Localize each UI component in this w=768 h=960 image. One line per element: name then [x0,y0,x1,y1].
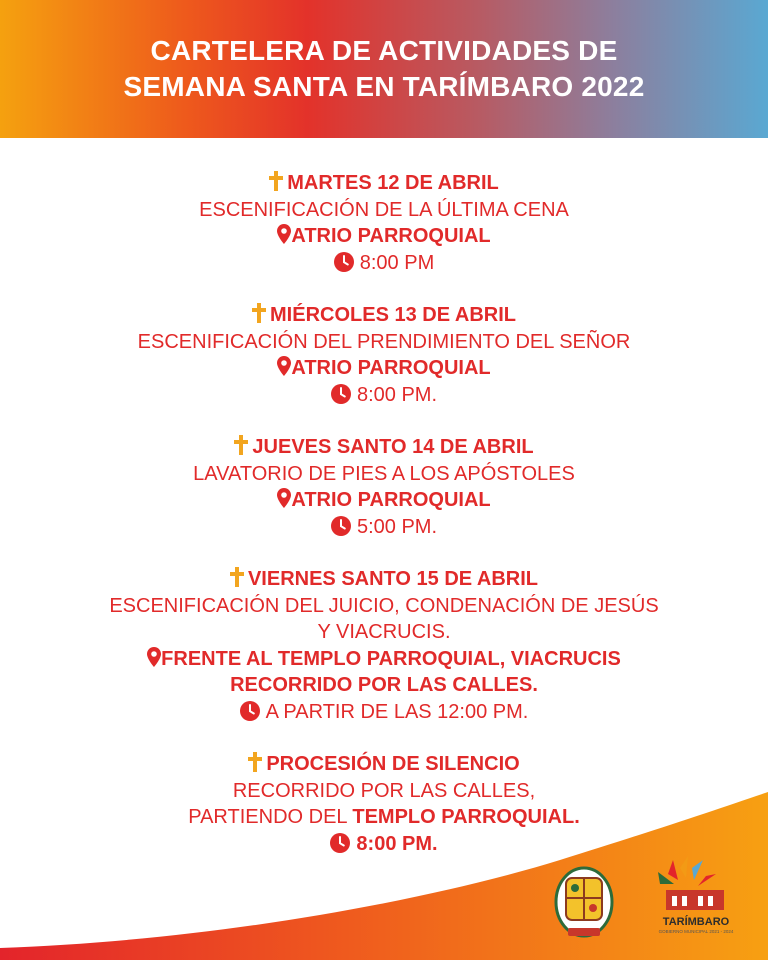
tarimbaro-logo-subtext: GOBIERNO MUNICIPAL 2021 - 2024 [658,929,734,934]
event-item [0,302,768,408]
event-day: JUEVES SANTO 14 DE ABRIL [252,436,534,458]
event-place: ATRIO PARROQUIAL [291,489,491,511]
event-activity: ESCENIFICACIÓN DEL PRENDIMIENTO DEL SEÑOR [137,330,631,353]
event-activity-line-1: RECORRIDO POR LAS CALLES, [232,779,536,802]
cross-icon [248,752,262,772]
event-activity-line-2: Y VIACRUCIS. [317,621,451,643]
event-activity-line-2-prefix: PARTIENDO DEL [188,806,353,828]
event-item [0,566,768,725]
event-place-line-1: FRENTE AL TEMPLO PARROQUIAL, VIACRUCIS [161,647,621,670]
cross-icon [269,171,283,191]
event-time: 8:00 PM [359,251,435,274]
event-day: MARTES 12 DE ABRIL [287,172,499,194]
event-place: ATRIO PARROQUIAL [291,225,491,247]
event-place: ATRIO PARROQUIAL [291,357,491,379]
municipal-seal-icon [556,868,612,936]
tarimbaro-logo-icon [658,856,724,910]
clock-icon [331,384,351,404]
event-time: A PARTIR DE LAS 12:00 PM. [265,700,529,723]
event-item [0,434,768,540]
location-pin-icon [277,356,291,376]
event-time: 8:00 PM. [356,383,438,406]
cross-icon [234,435,248,455]
location-pin-icon [277,224,291,244]
event-day: MIÉRCOLES 13 DE ABRIL [270,304,516,326]
events-list [0,170,768,883]
event-place-line-2: RECORRIDO POR LAS CALLES. [230,674,538,696]
event-activity: LAVATORIO DE PIES A LOS APÓSTOLES [193,462,575,485]
event-activity-line-1: ESCENIFICACIÓN DEL JUICIO, CONDENACIÓN DE JESÚS [109,594,659,617]
cross-icon [230,567,244,587]
footer-logos [548,850,748,950]
clock-icon [240,701,260,721]
event-activity: ESCENIFICACIÓN DE LA ÚLTIMA CENA [199,198,569,221]
page-title-line-2: SEMANA SANTA EN TARÍMBARO 2022 [123,71,645,102]
event-item [0,170,768,276]
location-pin-icon [147,647,161,667]
tarimbaro-logo-text: TARÍMBARO [662,916,730,928]
cross-icon [252,303,266,323]
header-banner [0,0,768,138]
event-time: 5:00 PM. [356,515,438,538]
event-time: 8:00 PM. [356,832,438,855]
location-pin-icon [277,488,291,508]
event-day: PROCESIÓN DE SILENCIO [266,753,520,775]
event-activity-line-2-place: TEMPLO PARROQUIAL. [352,806,580,828]
clock-icon [334,252,354,272]
page-title-line-1: CARTELERA DE ACTIVIDADES DE [150,35,618,66]
event-day: VIERNES SANTO 15 DE ABRIL [247,568,539,590]
clock-icon [331,516,351,536]
